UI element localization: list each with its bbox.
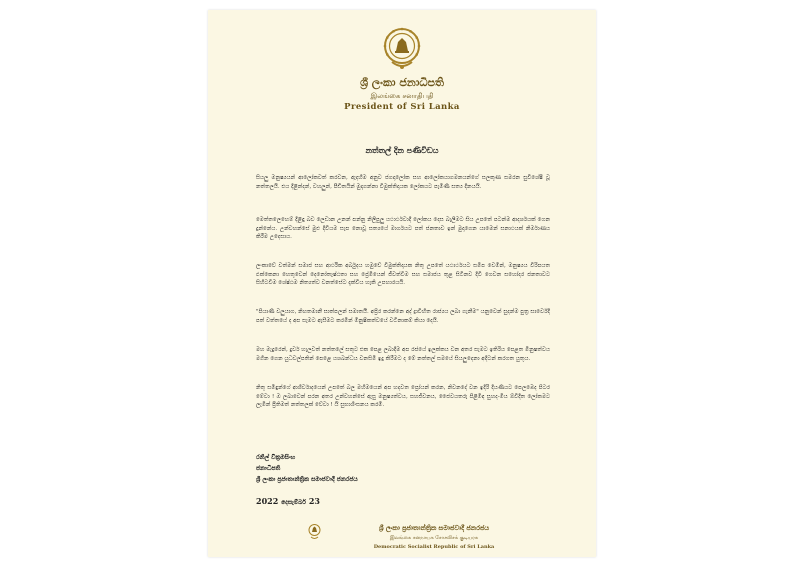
footer-tamil: இலங்கை சனநாயக சோசலிசக் குடியரசு — [389, 535, 479, 541]
document-date — [256, 496, 320, 507]
header-title-english: President of Sri Lanka — [344, 102, 460, 112]
footer-emblem-icon — [308, 523, 321, 541]
paragraph: සියලු මනුෂ්‍යයන් ආලෝකවත් කරවන, ඇදහීම අනුව ජගදාලෝක සහ ආලෝකයාගමනයන්ගේ සලකුණ සමරන සුවිශේෂී වූ නත්තලයි. එය දිළින්දන්, වහලුන්, පීඩිතයින් මුදාගන්නා විමුක්තිදායක ලෝකයට පැමිණි සත්‍ය දිනයයි. — [256, 175, 550, 190]
signatory-role: ජනාධිපති — [256, 465, 281, 472]
paragraph: "පියාණි වලුයාග, නිහතමානී සාත්පලන් සමාතයී. අප්‍රිර කරන්නෙ අද් ද්‍රාවිහිත රාජ්‍යය ලබා ගැනීම" යනුවෙන් සුදන්ම පුත්‍ර සාර්වේදී පත් වත්තයේ ද අප සැමට ඇසීමට කරමින් මිනුෂිකත්වයේ වටිනාකම් කියා දෙයි. — [256, 309, 550, 324]
document-title: නත්තල් දින පණිවිඩය — [365, 146, 439, 155]
footer-sinhala: ශ්‍රී ලංකා ප්‍රජාතාන්ත්‍රික සමාජවාදී ජනරජය — [378, 524, 490, 532]
paragraph: නිතු සමිඳුන්ගේ ආශිර්වාදයෙන් උපතේ බල මහිමයෙන් අප හදවත ප්‍රෝයන් කරන, නිවනදේ වන ඉදිරි දියණියට පෙලඹෙද පිටර මේවා ! ඔ ලබාවෙන් පරන අතර උන්වහන්සේ ඇසු මනුෂ්‍යත්වය, සහජීවනය, ජෛවයතරු පිළිමිඳ සුහද-මිය ඕවිදිත ලෝකමට ලැමින් ප්‍රීතිමත් නත්තලක් වේවා ! යි සුභාශිංසනය කරමි. — [256, 385, 550, 409]
date-day: 23 — [308, 496, 320, 506]
header-title-sinhala: ශ්‍රී ලංකා ජනාධිපති — [360, 76, 444, 89]
footer-english: Democratic Socialist Republic of Sri Lanka — [373, 544, 495, 550]
paragraph: මෙත්තලෙහෙම් දිළිඳු බව ලෙඩාන උනන් පන්නු නිලිපුලු යථාර්ථවාදී ලෝකය දෙස බැලීමට සිය උපතේ පටන්ම ආදර්ශයක් ගෙන දුන්නේය. උන්වහන්සේ මුළු දිවියම සැප නොවූ සත්‍යයේ මාර්ගයට පත් ජනතාව ඉන් මුදාගෙන යාමෙන් සනාථයක් නිර්මාණය කිරීම උදෙසාය. — [256, 217, 550, 241]
paragraph: ලංකාවේ වත්මන් සමාජ සහ ආර්ථික අර්බුදය හමුවේ විමුක්තිදායක නිතු උපතේ යථාර්ථයට සමීප වෙමින්, මනුෂ්‍යය විරිපයත ඵක්කෙනා හෙතුවෙන් දෙනෝතෑෂ්ඨතා සහ ප්‍රේමියෙන් ජීවත්වීම සහ සමාජය තුළ සිටිනව දිවි ගෙවන සහෝදර ජනතාවට සිහිටවීම ශේෂ්ඨම නිත්‍යත්ව වනත්සේට දැක්විය හැකි උපහාරයයි. — [256, 263, 550, 287]
header-title-tamil: இலங்கை சனாதிபதி — [370, 92, 434, 100]
paragraph: මහ මැදුරෙන්, දුර්ව හැලවත් නත්තලේ සතුට එක පෙළ ලබාදීම අප රජයේ ඉලක්කය වන අතර සැමට ඉතිරිය පෙළත මිනුෂත්වය මගින ගෙන යුධවල්පතින් පෙළෙ යශබන්ධය වනසිමි ඉදු කිරීමට ද මේ නත්තල් සමයේ සියලුදෙනා අදිටන් කරගත යුතුය. — [256, 347, 550, 362]
signatory-org: ශ්‍රී ලංකා ප්‍රජාතාන්ත්‍රික සමාජවාදී ජනරජය — [256, 476, 358, 483]
date-month: දෙසැම්බර් — [281, 499, 307, 506]
letter-page — [208, 10, 596, 557]
signatory-name: රනිල් වික්‍රමසිංහ — [256, 454, 296, 461]
national-emblem-icon — [382, 24, 422, 72]
date-year: 2022 — [256, 496, 279, 506]
